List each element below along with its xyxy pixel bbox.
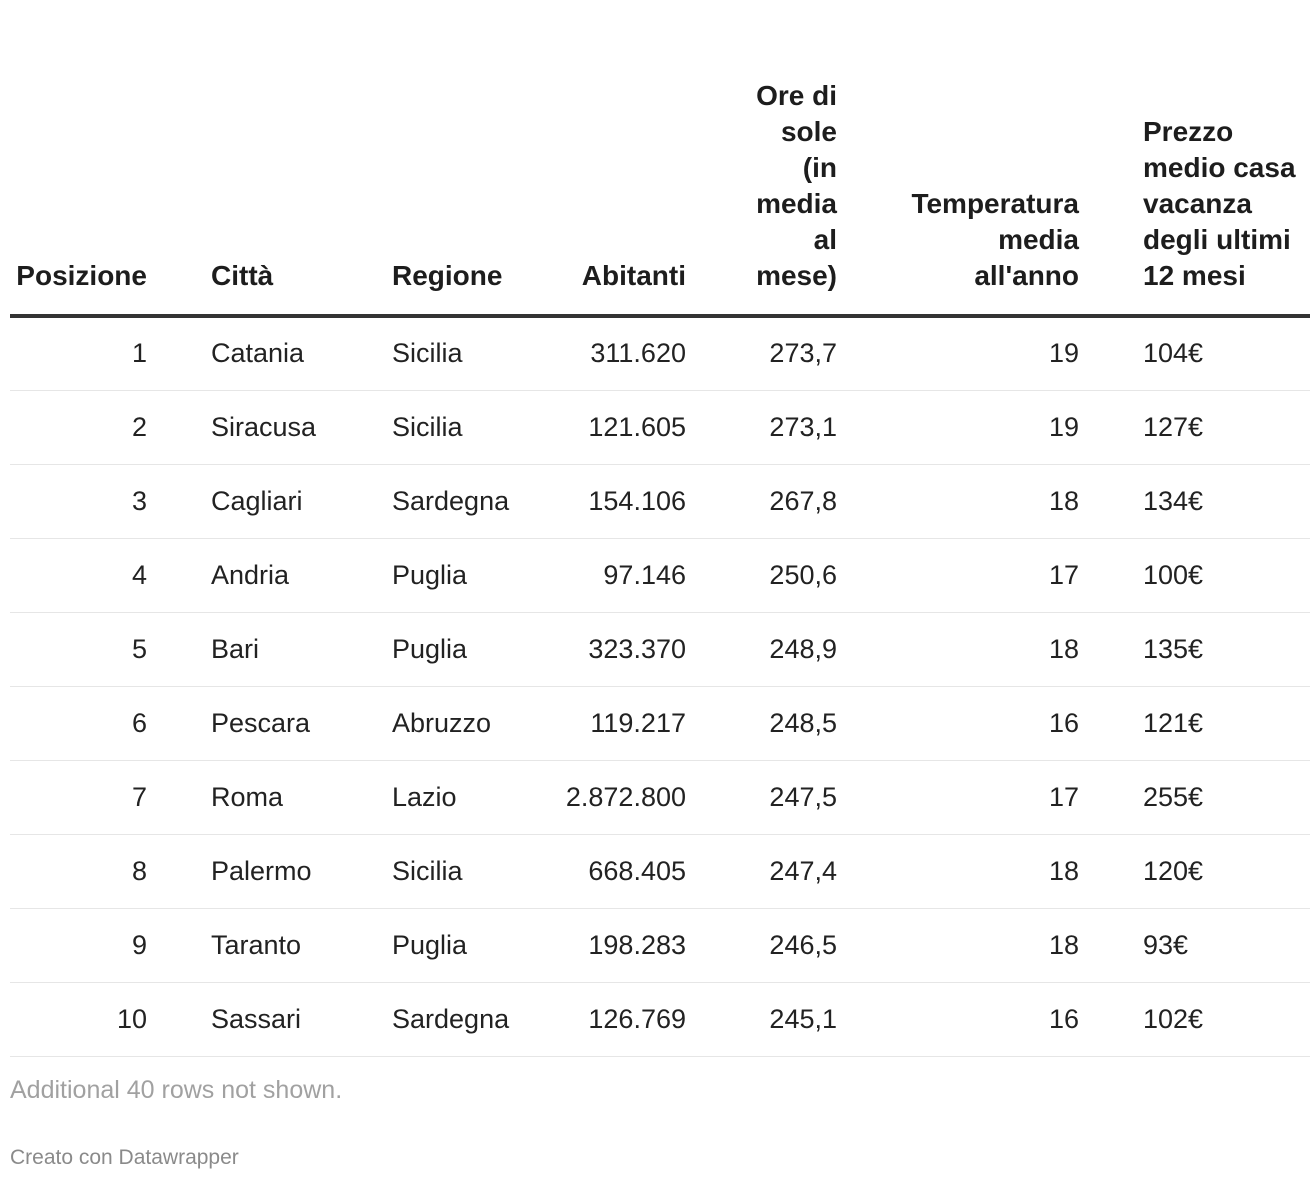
cell-abitanti: 126.769: [507, 982, 686, 1056]
column-header-regione[interactable]: Regione: [347, 0, 507, 316]
cell-temperatura: 18: [837, 908, 1079, 982]
cell-abitanti: 154.106: [507, 464, 686, 538]
cell-prezzo: 93€: [1079, 908, 1310, 982]
table-row: [10, 538, 1310, 612]
table-row: [10, 908, 1310, 982]
column-header-citta[interactable]: Città: [147, 0, 347, 316]
cell-ore-di-sole: 267,8: [686, 464, 837, 538]
cell-prezzo: 104€: [1079, 316, 1310, 390]
cell-citta: Taranto: [147, 908, 347, 982]
cell-citta: Palermo: [147, 834, 347, 908]
cell-regione: Lazio: [347, 760, 507, 834]
table-row: [10, 316, 1310, 390]
cell-posizione: 7: [10, 760, 147, 834]
cell-ore-di-sole: 247,5: [686, 760, 837, 834]
cell-regione: Puglia: [347, 908, 507, 982]
cell-posizione: 5: [10, 612, 147, 686]
cell-ore-di-sole: 248,5: [686, 686, 837, 760]
cell-posizione: 1: [10, 316, 147, 390]
column-header-prezzo[interactable]: Prezzo medio casa vacanza degli ultimi 12 mesi: [1079, 0, 1310, 316]
cell-abitanti: 121.605: [507, 390, 686, 464]
cell-ore-di-sole: 246,5: [686, 908, 837, 982]
cell-citta: Siracusa: [147, 390, 347, 464]
cell-ore-di-sole: 273,7: [686, 316, 837, 390]
cell-posizione: 10: [10, 982, 147, 1056]
cell-prezzo: 120€: [1079, 834, 1310, 908]
cell-regione: Sardegna: [347, 464, 507, 538]
cell-regione: Sicilia: [347, 316, 507, 390]
table-row: [10, 686, 1310, 760]
cell-regione: Puglia: [347, 612, 507, 686]
cell-prezzo: 135€: [1079, 612, 1310, 686]
cell-abitanti: 198.283: [507, 908, 686, 982]
cell-ore-di-sole: 247,4: [686, 834, 837, 908]
cell-posizione: 9: [10, 908, 147, 982]
table-row: [10, 464, 1310, 538]
cell-posizione: 3: [10, 464, 147, 538]
table-row: [10, 390, 1310, 464]
column-header-posizione[interactable]: Posizione: [10, 0, 147, 316]
data-table-container: [10, 0, 1296, 1057]
cell-citta: Catania: [147, 316, 347, 390]
cell-regione: Sicilia: [347, 390, 507, 464]
cell-prezzo: 100€: [1079, 538, 1310, 612]
cell-prezzo: 121€: [1079, 686, 1310, 760]
cell-temperatura: 18: [837, 612, 1079, 686]
cell-prezzo: 102€: [1079, 982, 1310, 1056]
cell-posizione: 8: [10, 834, 147, 908]
cell-citta: Cagliari: [147, 464, 347, 538]
datawrapper-credit: Creato con Datawrapper: [10, 1146, 239, 1169]
cell-regione: Abruzzo: [347, 686, 507, 760]
cell-posizione: 2: [10, 390, 147, 464]
cell-regione: Sicilia: [347, 834, 507, 908]
table-row: [10, 834, 1310, 908]
cell-citta: Sassari: [147, 982, 347, 1056]
cell-prezzo: 255€: [1079, 760, 1310, 834]
cell-ore-di-sole: 248,9: [686, 612, 837, 686]
cell-regione: Sardegna: [347, 982, 507, 1056]
cell-abitanti: 119.217: [507, 686, 686, 760]
column-header-abitanti[interactable]: Abitanti: [507, 0, 686, 316]
cell-abitanti: 323.370: [507, 612, 686, 686]
city-ranking-table: [10, 0, 1310, 1057]
column-header-ore-di-sole[interactable]: Ore di sole (in media al mese): [686, 0, 837, 316]
header-row: [10, 0, 1310, 316]
cell-posizione: 6: [10, 686, 147, 760]
rows-not-shown-note: Additional 40 rows not shown.: [10, 1076, 343, 1104]
cell-abitanti: 668.405: [507, 834, 686, 908]
cell-abitanti: 311.620: [507, 316, 686, 390]
cell-regione: Puglia: [347, 538, 507, 612]
cell-temperatura: 17: [837, 760, 1079, 834]
cell-prezzo: 127€: [1079, 390, 1310, 464]
cell-abitanti: 97.146: [507, 538, 686, 612]
cell-citta: Roma: [147, 760, 347, 834]
cell-temperatura: 18: [837, 464, 1079, 538]
cell-ore-di-sole: 250,6: [686, 538, 837, 612]
cell-ore-di-sole: 273,1: [686, 390, 837, 464]
cell-temperatura: 19: [837, 316, 1079, 390]
table-body: [10, 316, 1310, 1056]
cell-citta: Andria: [147, 538, 347, 612]
cell-prezzo: 134€: [1079, 464, 1310, 538]
table-row: [10, 612, 1310, 686]
cell-temperatura: 17: [837, 538, 1079, 612]
cell-temperatura: 19: [837, 390, 1079, 464]
cell-posizione: 4: [10, 538, 147, 612]
cell-abitanti: 2.872.800: [507, 760, 686, 834]
cell-citta: Pescara: [147, 686, 347, 760]
table-row: [10, 982, 1310, 1056]
table-row: [10, 760, 1310, 834]
cell-temperatura: 18: [837, 834, 1079, 908]
cell-temperatura: 16: [837, 686, 1079, 760]
cell-ore-di-sole: 245,1: [686, 982, 837, 1056]
cell-temperatura: 16: [837, 982, 1079, 1056]
cell-citta: Bari: [147, 612, 347, 686]
column-header-temperatura[interactable]: Temperatura media all'anno: [837, 0, 1079, 316]
